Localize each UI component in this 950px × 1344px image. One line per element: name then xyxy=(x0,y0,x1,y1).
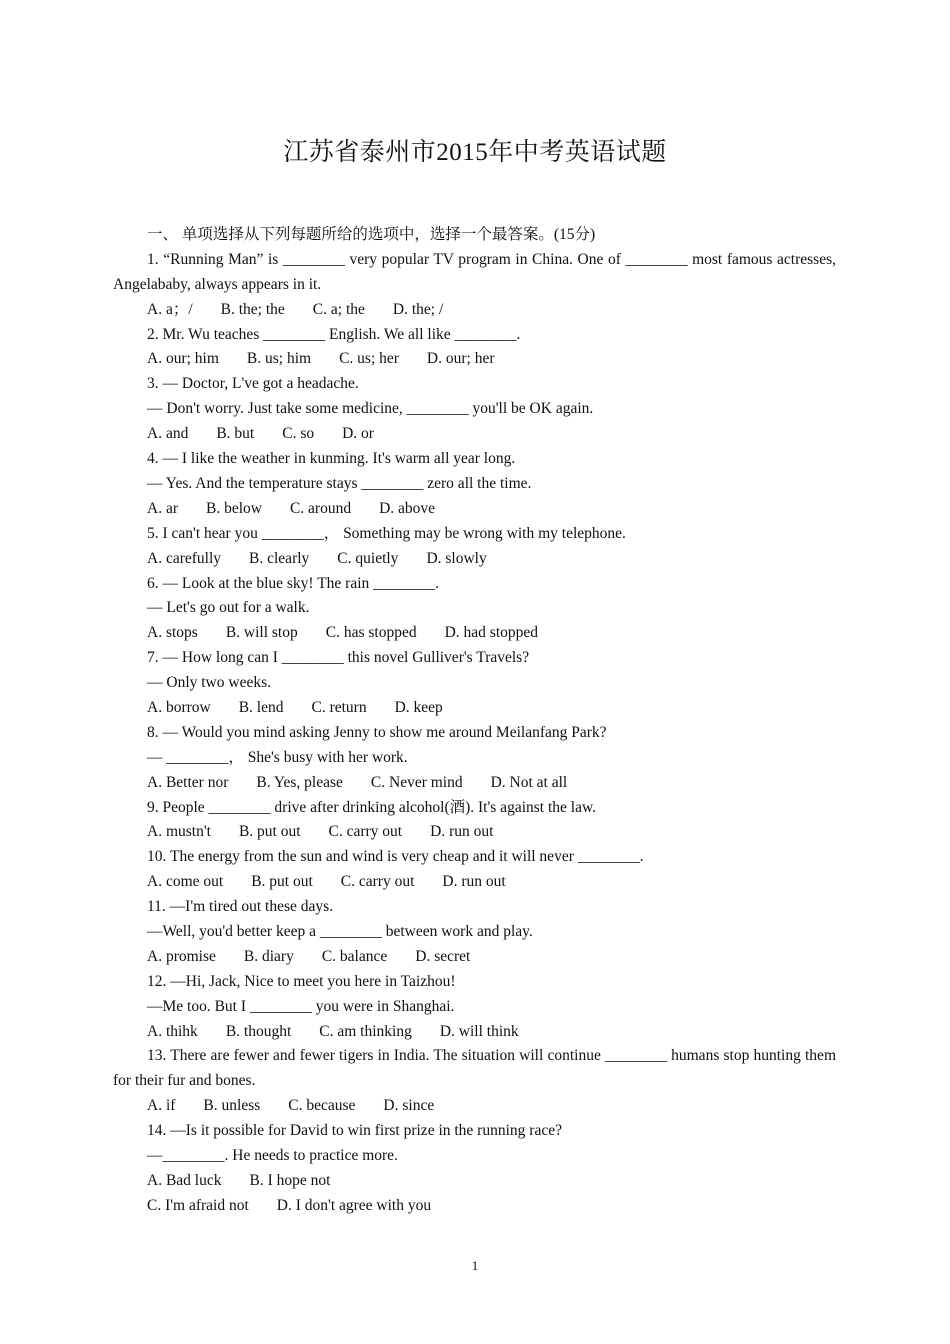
question-stem: 7. — How long can I ________ this novel Gulliver's Travels? xyxy=(147,649,530,667)
answer-option: B. the; the xyxy=(220,300,285,318)
dialogue-line: — Yes. And the temperature stays ________ zero all the time. xyxy=(147,474,532,492)
dialogue-line: — Only two weeks. xyxy=(147,674,271,692)
answer-option: D. I don't agree with you xyxy=(276,1196,432,1214)
question-stem: 4. — I like the weather in kunming. It's warm all year long. xyxy=(147,450,516,468)
question-stem: 8. — Would you mind asking Jenny to show me around Meilanfang Park? xyxy=(147,723,607,741)
answer-options xyxy=(113,298,836,323)
answer-option: A. our; him xyxy=(147,350,219,368)
answer-option: B. but xyxy=(216,425,255,443)
question-stem: 13. There are fewer and fewer tigers in India. The situation will continue ________ humans stop hunting them for their fur and bones. xyxy=(113,1047,836,1090)
answer-option: D. or xyxy=(342,425,374,443)
dialogue-line: —Me too. But I ________ you were in Shanghai. xyxy=(147,997,455,1015)
answer-option: C. return xyxy=(311,698,367,716)
section-heading: 一、 单项选择从下列每题所给的选项中，选择一个最答案。(15分) xyxy=(147,226,596,243)
question-stem: 12. —Hi, Jack, Nice to meet you here in Taizhou! xyxy=(147,972,456,990)
answer-option: D. the; / xyxy=(392,300,444,318)
answer-options xyxy=(113,870,836,895)
answer-option: C. Never mind xyxy=(370,773,463,791)
answer-option: A. borrow xyxy=(147,698,211,716)
answer-option: C. us; her xyxy=(339,350,399,368)
dialogue-line: —________. He needs to practice more. xyxy=(147,1147,398,1165)
answer-option: B. put out xyxy=(238,823,301,841)
answer-option: C. balance xyxy=(321,947,388,965)
answer-option: A. Bad luck xyxy=(147,1171,222,1189)
question-stem: 1. “Running Man” is ________ very popular TV program in China. One of ________ most famous actresses, Angelababy, always appears in it. xyxy=(113,250,836,293)
answer-options xyxy=(113,1020,836,1045)
question-stem: 5. I can't hear you ________， Something may be wrong with my telephone. xyxy=(147,524,626,542)
answer-options xyxy=(113,621,836,646)
question-stem: 11. —I'm tired out these days. xyxy=(147,898,334,916)
page-number: 1 xyxy=(471,1258,479,1273)
answer-option: B. put out xyxy=(251,873,313,891)
answer-options xyxy=(113,422,836,447)
answer-option: B. lend xyxy=(238,698,284,716)
answer-option: B. us; him xyxy=(246,350,312,368)
answer-options xyxy=(113,347,836,372)
question-stem: 2. Mr. Wu teaches ________ English. We all like ________. xyxy=(147,325,521,343)
answer-options xyxy=(113,945,836,970)
answer-options xyxy=(113,771,836,796)
answer-option: C. so xyxy=(282,425,315,443)
answer-option: D. slowly xyxy=(426,549,487,567)
answer-option: D. since xyxy=(383,1097,435,1115)
answer-options xyxy=(113,1094,836,1119)
answer-option: D. Not at all xyxy=(490,773,568,791)
answer-options xyxy=(113,1169,836,1194)
answer-option: D. keep xyxy=(394,698,443,716)
answer-option: C. has stopped xyxy=(325,624,417,642)
answer-option: A. come out xyxy=(147,873,224,891)
page-title: 江苏省泰州市2015年中考英语试题 xyxy=(283,139,667,166)
answer-option: A. carefully xyxy=(147,549,222,567)
dialogue-line: — Don't worry. Just take some medicine, ________ you'll be OK again. xyxy=(147,400,594,418)
answer-option: A. a；/ xyxy=(147,300,193,318)
answer-option: B. unless xyxy=(203,1097,261,1115)
answer-option: C. am thinking xyxy=(319,1022,412,1040)
answer-option: B. will stop xyxy=(225,624,298,642)
answer-options xyxy=(113,547,836,572)
question-stem: 9. People ________ drive after drinking alcohol(酒). It's against the law. xyxy=(147,798,597,816)
answer-option: C. a; the xyxy=(312,300,365,318)
question-list xyxy=(113,223,836,1219)
question-stem: 3. — Doctor, L've got a headache. xyxy=(147,375,359,393)
answer-option: A. stops xyxy=(147,624,198,642)
answer-option: C. quietly xyxy=(337,549,399,567)
answer-option: B. clearly xyxy=(249,549,310,567)
question-stem: 10. The energy from the sun and wind is very cheap and it will never ________. xyxy=(147,848,644,866)
answer-options xyxy=(113,1194,836,1219)
answer-option: D. run out xyxy=(442,873,506,891)
answer-option: C. I'm afraid not xyxy=(147,1196,249,1214)
answer-option: A. promise xyxy=(147,947,216,965)
answer-option: B. below xyxy=(206,499,262,517)
answer-options xyxy=(113,820,836,845)
answer-option: B. thought xyxy=(225,1022,292,1040)
answer-option: B. Yes, please xyxy=(256,773,343,791)
answer-option: C. because xyxy=(288,1097,356,1115)
answer-option: C. carry out xyxy=(340,873,415,891)
answer-option: D. had stopped xyxy=(444,624,539,642)
answer-option: C. carry out xyxy=(328,823,403,841)
answer-option: A. thihk xyxy=(147,1022,198,1040)
answer-options xyxy=(113,696,836,721)
answer-option: B. diary xyxy=(243,947,294,965)
answer-option: B. I hope not xyxy=(249,1171,331,1189)
answer-option: A. Better nor xyxy=(147,773,229,791)
answer-options xyxy=(113,497,836,522)
dialogue-line: — Let's go out for a walk. xyxy=(147,599,310,617)
dialogue-line: —Well, you'd better keep a ________ between work and play. xyxy=(147,922,533,940)
question-stem: 14. —Is it possible for David to win first prize in the running race? xyxy=(147,1122,562,1140)
question-stem: 6. — Look at the blue sky! The rain ________. xyxy=(147,574,440,592)
answer-option: D. our; her xyxy=(426,350,495,368)
answer-option: D. run out xyxy=(430,823,494,841)
answer-option: A. if xyxy=(147,1097,176,1115)
answer-option: A. and xyxy=(147,425,189,443)
answer-option: C. around xyxy=(289,499,352,517)
answer-option: A. ar xyxy=(147,499,178,517)
answer-option: D. will think xyxy=(439,1022,519,1040)
answer-option: D. above xyxy=(379,499,436,517)
answer-option: D. secret xyxy=(415,947,471,965)
dialogue-line: — ________， She's busy with her work. xyxy=(147,748,408,766)
answer-option: A. mustn't xyxy=(147,823,211,841)
